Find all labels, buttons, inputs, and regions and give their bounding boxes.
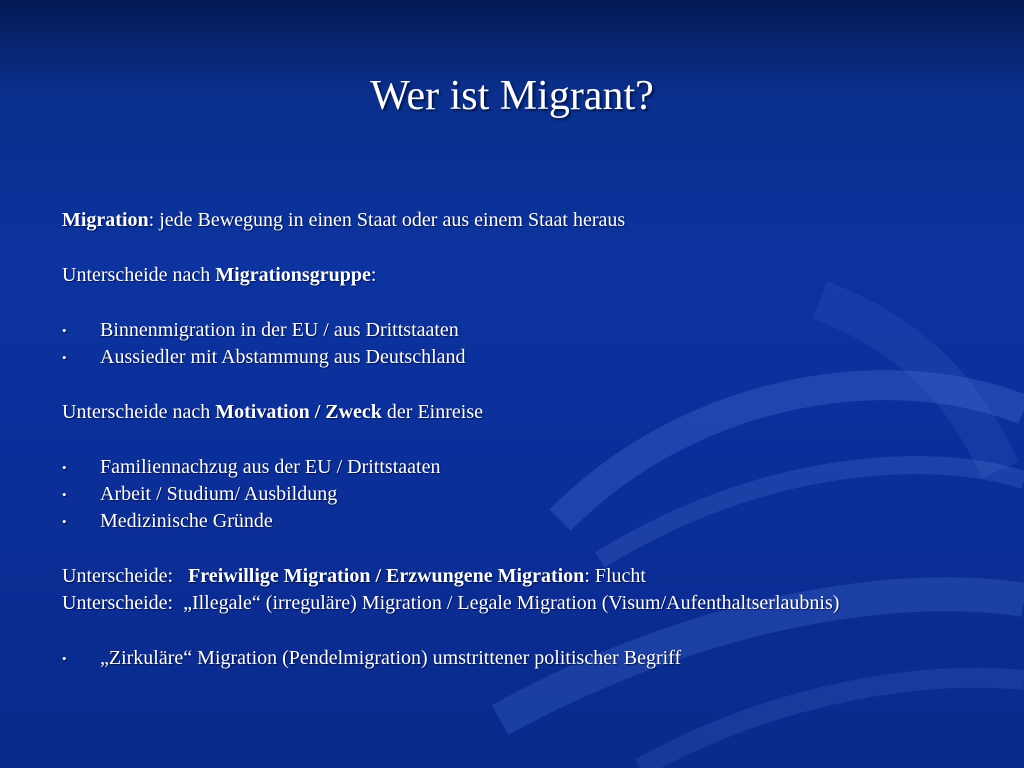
bullet-icon: • (62, 514, 67, 530)
motivation-heading-suffix: der Einreise (381, 400, 483, 423)
list-item-text: „Zirkuläre“ Migration (Pendelmigration) umstrittener politischer Begriff (100, 647, 682, 670)
list-item (62, 344, 1002, 371)
bullet-icon: • (62, 651, 67, 667)
definition-text: : jede Bewegung in einen Staat oder aus einem Staat heraus (148, 209, 626, 231)
spacer (62, 371, 1002, 398)
list-item-text: Binnenmigration in der EU / aus Drittstaaten (100, 318, 459, 341)
spacer (62, 536, 1002, 563)
list-item-text: Familiennachzug aus der EU / Drittstaaten (100, 455, 441, 478)
group-heading-bold: Migrationsgruppe (215, 263, 371, 286)
motivation-heading-prefix: Unterscheide nach (62, 400, 216, 423)
list-item-text: Medizinische Gründe (100, 510, 273, 533)
slide-title: Wer ist Migrant? (370, 73, 654, 119)
motivation-heading-bold: Motivation / Zweck (215, 400, 382, 423)
bullet-icon: • (62, 322, 67, 338)
definition-term: Migration (62, 209, 149, 231)
definition-line (62, 207, 1002, 234)
distinction-1-suffix: : Flucht (584, 565, 646, 588)
slide-body (62, 207, 1002, 673)
bullet-icon: • (62, 349, 67, 365)
group-heading (62, 262, 1002, 289)
list-item (62, 508, 1002, 535)
distinction-2-text: Unterscheide: „Illegale“ (irreguläre) Migration / Legale Migration (Visum/Aufenthaltserlaubnis) (62, 592, 840, 615)
distinction-line-2 (62, 590, 1002, 617)
spacer (62, 289, 1002, 316)
spacer (62, 426, 1002, 453)
list-item (62, 454, 1002, 481)
distinction-line-1 (62, 563, 1002, 590)
list-item (62, 317, 1002, 344)
bullet-icon: • (62, 459, 67, 475)
group-heading-suffix: : (370, 263, 377, 286)
spacer (62, 618, 1002, 645)
spacer (62, 234, 1002, 261)
motivation-heading (62, 399, 1002, 426)
distinction-1-bold: Freiwillige Migration / Erzwungene Migration (188, 565, 585, 588)
group-heading-prefix: Unterscheide nach (62, 263, 216, 286)
bullet-icon: • (62, 486, 67, 502)
list-item (62, 645, 1002, 672)
distinction-1-prefix: Unterscheide: (62, 565, 189, 588)
list-item (62, 481, 1002, 508)
list-item-text: Arbeit / Studium/ Ausbildung (100, 482, 338, 505)
list-item-text: Aussiedler mit Abstammung aus Deutschland (100, 345, 466, 368)
